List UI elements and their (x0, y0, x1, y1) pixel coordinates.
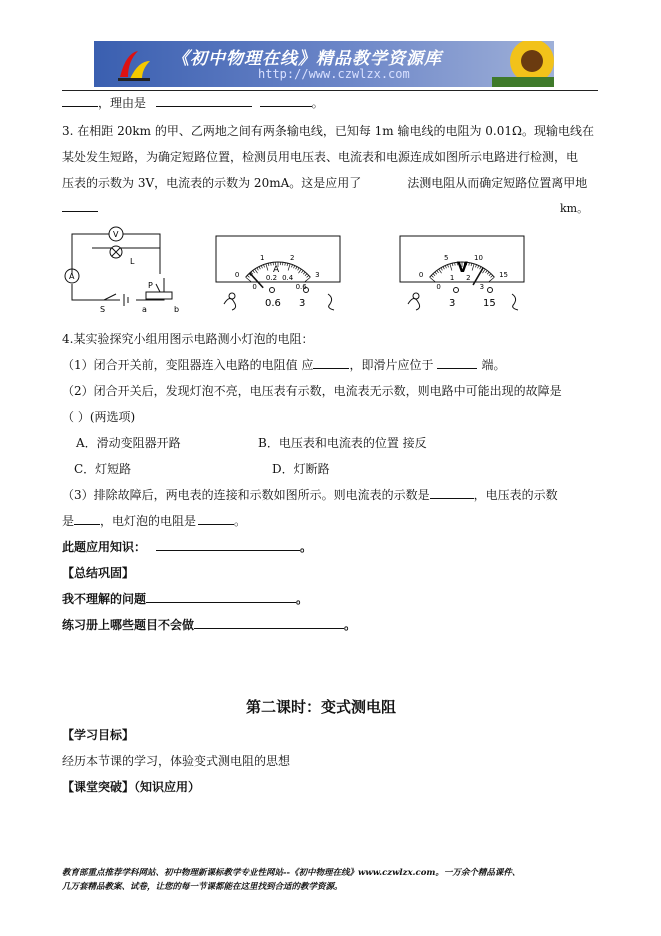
text: ，理由是 (98, 96, 147, 110)
q3-line-3 (62, 174, 587, 191)
voltmeter-wire (512, 294, 518, 310)
text: 此题应用知识： (62, 540, 147, 554)
text: 法测电阻从而确定短路位置离甲地 (407, 176, 588, 190)
q4-part3-cont (62, 512, 246, 529)
summary-heading: 【总结巩固】 (62, 566, 135, 580)
ammeter-outer-tick-label: 1 (259, 254, 265, 263)
text: 。 (300, 540, 313, 554)
ammeter-terminal-label: 0.6 (265, 298, 281, 309)
voltmeter-outer-tick-label: 0 (418, 270, 424, 279)
ammeter-wire (328, 294, 334, 310)
q3-line-2: 某处发生短路，为确定短路位置，检测员用电压表、电流表和电源连成如图所示电路进行检测，电 (62, 150, 579, 164)
breakthrough-heading (62, 778, 200, 795)
ammeter-outer-tick-label: 3 (315, 270, 320, 279)
ammeter-inner-tick-label: 0.4 (282, 274, 294, 283)
voltmeter-terminal (454, 288, 459, 293)
circuit-diagram (60, 222, 190, 314)
blank (430, 487, 474, 499)
footer-line-2: 几万套精品教案、试卷，让您的每一节课都能在这里找到合适的教学资源。 (62, 882, 343, 892)
blank (194, 617, 344, 629)
ammeter-label: A (69, 272, 75, 281)
site-logo-icon (116, 47, 152, 83)
q4-part2: （2）闭合开关后，发现灯泡不亮，电压表有示数，电流表无示数，则电路中可能出现的故障是 (62, 384, 562, 398)
ammeter-outer-tick-label: 2 (290, 254, 295, 263)
header-banner (94, 41, 554, 87)
text: 端。 (481, 358, 506, 372)
blank (156, 95, 252, 107)
blank (62, 95, 98, 107)
ammeter-inner-tick-label: 0 (252, 283, 257, 292)
knowledge-line (62, 538, 312, 555)
text: ，电灯泡的电阻是 (100, 514, 197, 528)
voltmeter-terminal (488, 288, 493, 293)
ammeter-outer-tick-label: 0 (234, 270, 240, 279)
end-a-label: a (142, 305, 147, 314)
not-understand-line (62, 590, 308, 607)
goal-text: 经历本节课的学习，体验变式测电阻的思想 (62, 754, 291, 768)
text: 。 (296, 592, 309, 606)
ammeter-inner-tick-label: 0.6 (295, 283, 307, 292)
ammeter-wire (224, 298, 236, 310)
blank (156, 539, 300, 551)
option-b: B．电压表和电流表的位置 接反 (258, 436, 427, 450)
exercise-line (62, 616, 356, 633)
blank (198, 513, 234, 525)
text: （1）闭合开关前，变阻器连入电路的电阻值 应 (62, 358, 314, 372)
text: ，即滑片应位于 (349, 358, 434, 372)
text: 。 (311, 96, 324, 110)
voltmeter-figure (398, 234, 528, 314)
q3-line-1: 3. 在相距 20km 的甲、乙两地之间有两条输电线，已知每 1m 输电线的电阻为 0.01Ω。现输电线在 (62, 124, 594, 138)
banner-url: http://www.czwlzx.com (258, 67, 410, 81)
q3-unit: km。 (560, 202, 589, 215)
ammeter-terminal (270, 288, 275, 293)
voltmeter-outer-tick-label: 5 (443, 254, 449, 263)
voltmeter-terminal-label: 15 (483, 298, 496, 309)
banner-title: 《初中物理在线》精品教学资源库 (172, 49, 442, 69)
rheostat-symbol (146, 292, 172, 299)
sunflower-icon (492, 41, 554, 87)
ammeter-inner-tick-label: 0.2 (265, 274, 278, 283)
voltmeter-outer-tick-label: 10 (474, 254, 483, 263)
voltmeter-outer-tick-label: 15 (499, 270, 508, 279)
ammeter-figure (214, 234, 344, 314)
footer-line-1: 教育部重点推荐学科网站、初中物理新课标教学专业性网站--《初中物理在线》www.czwlzx.com。一万余个精品课件、 (62, 868, 521, 878)
blank (437, 357, 477, 369)
text: ，电压表的示数 (473, 488, 558, 502)
voltmeter-wire (408, 298, 420, 310)
q4-part3 (62, 486, 558, 503)
ammeter-terminal-label: 3 (299, 298, 306, 309)
line-reason (62, 94, 324, 111)
voltmeter-terminal-label: 3 (449, 298, 456, 309)
voltmeter-inner-tick-label: 2 (466, 274, 471, 283)
voltmeter-inner-tick-label: 1 (449, 274, 455, 283)
text: 压表的示数为 3V，电流表的示数为 20mA。这是应用了 (62, 176, 362, 190)
end-b-label: b (174, 305, 180, 314)
blank (146, 591, 296, 603)
text: 是 (62, 514, 75, 528)
text: （知识应用） (134, 780, 201, 794)
voltmeter-inner-tick-label: 0 (436, 283, 441, 292)
text: 我不理解的问题 (62, 592, 147, 606)
lamp-label: L (130, 257, 135, 266)
lesson-title: 第二课时：变式测电阻 (246, 698, 397, 716)
switch-label: S (100, 305, 106, 314)
q4-part2-paren: （ ）(两选项) (62, 410, 136, 424)
option-c: C．灯短路 (74, 462, 132, 476)
q4-title: 4.某实验探究小组用图示电路测小灯泡的电阻： (62, 332, 314, 346)
blank (260, 95, 312, 107)
text: 。 (344, 618, 357, 632)
header-rule (62, 90, 598, 91)
text: 练习册上哪些题目不会做 (62, 618, 195, 632)
text: 【课堂突破】 (62, 780, 135, 794)
option-d: D．灯断路 (272, 462, 330, 476)
blank (62, 200, 98, 215)
voltmeter-unit-label: V (457, 260, 468, 276)
text: （3）排除故障后，两电表的连接和示数如图所示。则电流表的示数是 (62, 488, 430, 502)
slider-label: P (148, 281, 153, 290)
q4-part1 (62, 356, 505, 373)
option-a: A．滑动变阻器开路 (76, 436, 181, 450)
goal-heading: 【学习目标】 (62, 728, 135, 742)
blank (313, 357, 349, 369)
voltmeter-inner-tick-label: 3 (479, 283, 485, 292)
blank (74, 513, 100, 525)
ammeter-unit-label: A (273, 265, 280, 275)
voltmeter-label: V (113, 230, 119, 239)
text: 。 (234, 514, 247, 528)
